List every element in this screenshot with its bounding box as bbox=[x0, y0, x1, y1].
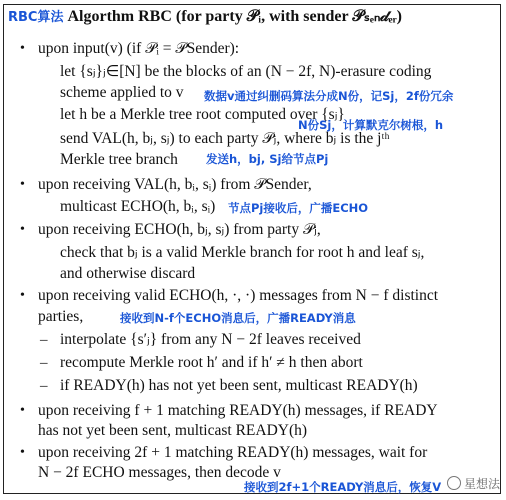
annotation: 接收到2f+1个READY消息后，恢复V bbox=[244, 480, 442, 494]
algo-line: multicast ECHO(h, bᵢ, sᵢ) bbox=[60, 198, 216, 215]
bullet: • bbox=[20, 222, 25, 237]
bullet: • bbox=[20, 288, 25, 303]
annotation: 发送h，bj, Sj给节点Pj bbox=[206, 152, 329, 166]
annotation: 接收到N-f个ECHO消息后，广播READY消息 bbox=[120, 311, 356, 325]
algo-line: scheme applied to v bbox=[60, 84, 184, 101]
algo-line: send VAL(h, bⱼ, sⱼ) to each party 𝒫ⱼ, where bⱼ is the jᵗʰ bbox=[60, 130, 390, 147]
algo-line: if READY(h) has not yet been sent, multicast READY(h) bbox=[60, 377, 418, 394]
bullet: • bbox=[20, 445, 25, 460]
watermark: 星想法 bbox=[447, 475, 500, 492]
algo-line: and otherwise discard bbox=[60, 265, 196, 282]
annotation: 节点Pj接收后，广播ECHO bbox=[228, 201, 369, 215]
algo-line: N − 2f ECHO messages, then decode v bbox=[38, 464, 281, 481]
dash: – bbox=[40, 332, 48, 348]
bullet: • bbox=[20, 403, 25, 418]
title-text: Algorthm RBC (for party 𝒫ᵢ, with sender 𝒫ₛₑₙ𝒹ₑᵣ) bbox=[67, 8, 402, 25]
chat-bubble-icon bbox=[447, 476, 461, 490]
algo-line: recompute Merkle root h′ and if h′ ≠ h then abort bbox=[60, 354, 363, 371]
algo-line: let h be a Merkle tree root computed over {sⱼ} bbox=[60, 106, 345, 123]
algo-line: let {sⱼ}ⱼ∈[N] be the blocks of an (N − 2f, N)-erasure coding bbox=[60, 63, 432, 80]
algo-line: upon receiving valid ECHO(h, ·, ·) messages from N − f distinct bbox=[38, 287, 439, 304]
algo-line: interpolate {s′ⱼ} from any N − 2f leaves received bbox=[60, 331, 361, 348]
bullet: • bbox=[20, 177, 25, 192]
dash: – bbox=[40, 378, 48, 394]
algo-line: upon receiving VAL(h, bᵢ, sᵢ) from 𝒫Sender, bbox=[38, 176, 312, 193]
algo-line: parties, bbox=[38, 308, 84, 325]
algo-line: upon receiving ECHO(h, bⱼ, sⱼ) from party 𝒫ⱼ, bbox=[38, 221, 321, 238]
annotation: N份Sj，计算默克尔树根，h bbox=[298, 118, 444, 132]
algorithm-title bbox=[8, 8, 402, 27]
algo-line: upon receiving 2f + 1 matching READY(h) messages, wait for bbox=[38, 444, 428, 461]
algo-line: Merkle tree branch bbox=[60, 151, 178, 168]
algo-line: upon receiving f + 1 matching READY(h) messages, if READY bbox=[38, 402, 438, 419]
bullet: • bbox=[20, 41, 25, 56]
algo-line: has not yet been sent, multicast READY(h) bbox=[38, 422, 308, 439]
annotation: 数据v通过纠删码算法分成N份，记Sj，2f份冗余 bbox=[204, 89, 454, 103]
algo-line: upon input(v) (if 𝒫ᵢ = 𝒫Sender): bbox=[38, 40, 240, 57]
dash: – bbox=[40, 355, 48, 371]
algo-line: check that bⱼ is a valid Merkle branch for root h and leaf sⱼ, bbox=[60, 244, 425, 261]
title-prefix: RBC算法 bbox=[8, 10, 64, 25]
